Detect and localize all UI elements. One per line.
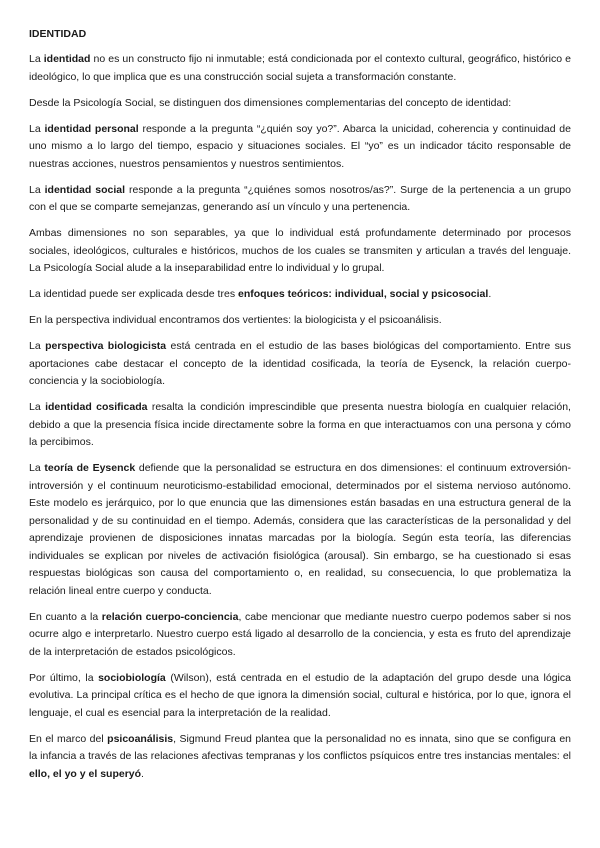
paragraph-11: En cuanto a la relación cuerpo-conciencia, cabe mencionar que mediante nuestro cuerpo podemos saber si nos ocurre algo e interpretarlo. Nuestro cuerpo está ligado al desarrollo de la conciencia, y esta es fruto del aprendizaje de la interpretación de estados psicológicos. <box>29 610 571 658</box>
paragraph-6: La identidad puede ser explicada desde tres enfoques teóricos: individual, social y psicosocial. <box>29 288 492 300</box>
paragraph-1: La identidad no es un constructo fijo ni inmutable; está condicionada por el contexto cultural, geográfico, histórico e ideológico, lo que implica que es una construcción social sujeta a transformación constante. <box>29 53 571 83</box>
paragraph-3: La identidad personal responde a la pregunta “¿quién soy yo?”. Abarca la unicidad, coherencia y continuidad de uno mismo a lo largo del tiempo, espacio y situaciones sociales. El “yo” es un indicador tácito responsable de nuestras acciones, nuestros pensamientos y nuestros sentimientos. <box>29 122 571 170</box>
paragraph-5: Ambas dimensiones no son separables, ya que lo individual está profundamente determinado por procesos sociales, ideológicos, culturales e históricos, muchos de los cuales se transmiten y articulan a través del lenguaje. La Psicología Social alude a la inseparabilidad entre lo individual y lo grupal. <box>29 227 571 274</box>
paragraph-13: En el marco del psicoanálisis, Sigmund Freud plantea que la personalidad no es innata, sino que se configura en la infancia a través de las relaciones afectivas tempranas y los conflictos psíquicos entre tres instancias mentales: el ello, el yo y el superyó. <box>29 732 572 780</box>
paragraph-8: La perspectiva biologicista está centrada en el estudio de las bases biológicas del comportamiento. Entre sus aportaciones cabe destacar el concepto de la identidad cosificada, la teoría de Eysenck, la relación cuerpo-conciencia y la sociobiología. <box>29 340 571 387</box>
paragraph-7: En la perspectiva individual encontramos dos vertientes: la biologicista y el psicoanálisis. <box>29 314 442 326</box>
paragraph-9: La identidad cosificada resalta la condición imprescindible que presenta nuestra biología en cualquier relación, debido a que la presencia física incide directamente sobre la forma en que interactuamos con una persona y cómo la percibimos. <box>29 401 571 448</box>
paragraph-10: La teoría de Eysenck defiende que la personalidad se estructura en dos dimensiones: el continuum extroversión-introversión y el continuum neuroticismo-estabilidad emocional, determinados por el sistema nervioso autónomo. Este modelo es jerárquico, por lo que enuncia que las dimensiones están basadas en una estructura general de la personalidad y de su continuidad en el tiempo. Además, considera que las características de la personalidad y del aprendizaje provienen de disposiciones innatas marcadas por la biología. Según esta teoría, las diferencias individuales se explican por niveles de activación fisiológica (arousal). Sin embargo, se ha cuestionado si esas respuestas biológicas son causa del comportamiento o, en realidad, su consecuencia, lo que problematiza la relación lineal entre cuerpo y conducta. <box>29 462 571 597</box>
document-title: IDENTIDAD <box>29 28 87 40</box>
paragraph-4: La identidad social responde a la pregunta “¿quiénes somos nosotros/as?”. Surge de la pertenencia a un grupo con el que se comparte semejanzas, generando así un vínculo y una pertenencia. <box>29 183 571 213</box>
paragraph-12: Por último, la sociobiología (Wilson), está centrada en el estudio de la adaptación del grupo desde una lógica evolutiva. La principal crítica es el hecho de que ignora la dimensión social, cultural e histórica, por lo que, ignora el lenguaje, el cual es esencial para la interpretación de la realidad. <box>29 671 571 719</box>
paragraph-2: Desde la Psicología Social, se distinguen dos dimensiones complementarias del concepto de identidad: <box>29 96 512 109</box>
